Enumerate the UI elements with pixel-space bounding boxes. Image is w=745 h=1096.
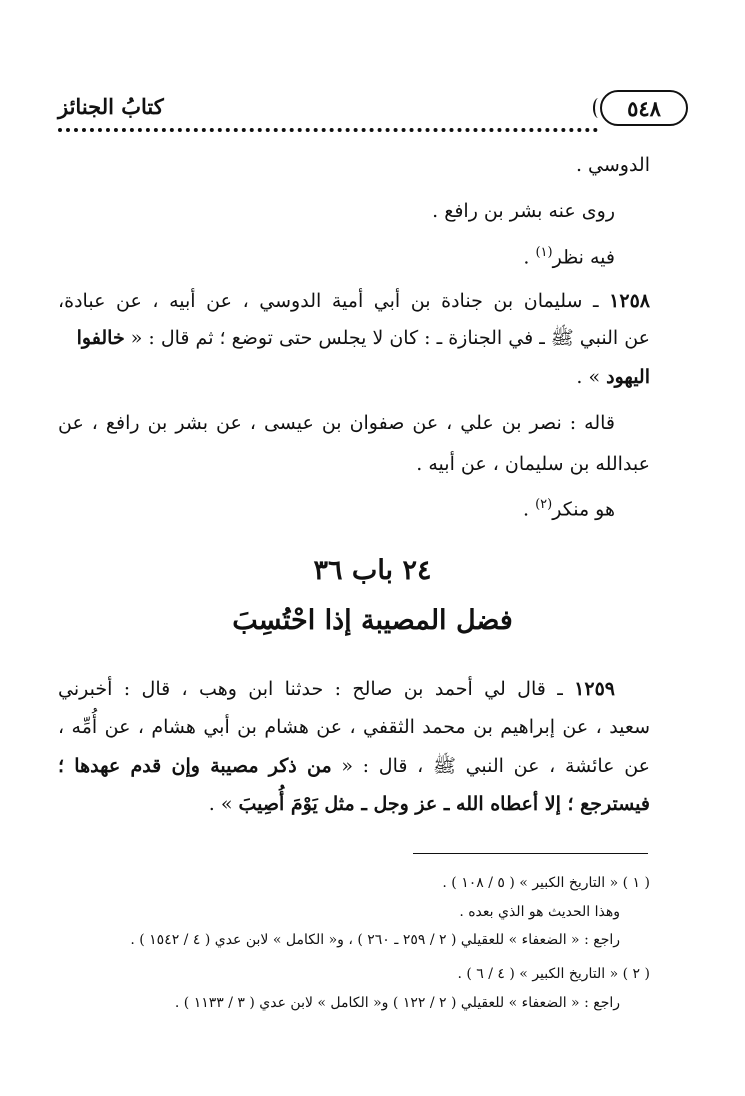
body-text: عن النبي ﷺ ـ في الجنازة ـ : كان لا يجلس حتى توضع ؛ ثم قال : «: [130, 327, 650, 349]
footnote-line: ( ١ ) « التاريخ الكبير » ( ٥ / ١٠٨ ) .: [442, 875, 650, 891]
chapter-heading: ٢٤ باب ٣٦: [313, 555, 432, 586]
footnote-divider: [413, 853, 648, 854]
header-divider: [58, 128, 598, 132]
page-number: ٥٤٨: [600, 90, 688, 126]
hadith-1258-line: [58, 323, 650, 353]
hadith-1259-line: سعيد ، عن إبراهيم بن محمد الثقفي ، عن هشام بن أبي هشام ، عن أُمِّه ،: [58, 716, 650, 738]
book-title: كتابُ الجنائز: [58, 94, 164, 119]
body-text: ـ قال لي أحمد بن صالح : حدثنا ابن وهب ، قال : أخبرني: [58, 678, 575, 700]
hadith-1259-line: [58, 674, 650, 704]
body-line: [58, 490, 615, 524]
hadith-number: ١٢٥٩: [574, 678, 615, 700]
hadith-bold-text: فيسترجع ؛ إلا أعطاه الله ـ عز وجل ـ مثل يَوْمَ أُصِيبَ: [238, 793, 650, 815]
body-text: » .: [208, 793, 239, 815]
body-line: روى عنه بشر بن رافع .: [432, 200, 615, 222]
hadith-1259-line: [58, 751, 650, 781]
hadith-1259-line: [58, 789, 650, 819]
body-line: [58, 238, 615, 272]
body-line: قاله : نصر بن علي ، عن صفوان بن عيسى ، عن بشر بن رافع ، عن: [58, 412, 615, 434]
page-header: [58, 86, 688, 136]
footnote-line: وهذا الحديث هو الذي بعده .: [459, 904, 620, 920]
chapter-title: فضل المصيبة إذا احْتُسِبَ: [232, 605, 513, 636]
footnote-line: راجع : « الضعفاء » للعقيلي ( ٢ / ٢٥٩ ـ ٢٦٠ ) ، و« الكامل » لابن عدي ( ٤ / ١٥٤٢ ) .: [130, 932, 620, 948]
hadith-1258-line: [58, 286, 650, 316]
hadith-number: ١٢٥٨: [609, 290, 650, 312]
footnote-line: راجع : « الضعفاء » للعقيلي ( ٢ / ١٢٢ ) و« الكامل » لابن عدي ( ٣ / ١١٣٣ ) .: [174, 995, 620, 1011]
hadith-1258-line: [58, 362, 650, 392]
hadith-bold-text: خالفوا: [76, 327, 125, 349]
body-text: ـ سليمان بن جنادة بن أبي أمية الدوسي ، عن أبيه ، عن عبادة،: [58, 290, 610, 312]
hadith-bold-text: من ذكر مصيبة وإن قدم عهدها ؛: [58, 755, 332, 777]
body-text: .: [523, 498, 536, 521]
footnote-ref[interactable]: (١): [535, 245, 553, 260]
footnote-ref[interactable]: (٢): [535, 497, 553, 512]
body-text: عن عائشة ، عن النبي ﷺ ، قال : «: [331, 755, 650, 777]
body-text: » .: [576, 366, 601, 388]
body-text: هو منكر: [552, 498, 615, 521]
footnote-line: ( ٢ ) « التاريخ الكبير » ( ٤ / ٦ ) .: [457, 966, 650, 982]
body-line: الدوسي .: [575, 154, 650, 176]
body-text: .: [523, 246, 536, 269]
body-line: عبدالله بن سليمان ، عن أبيه .: [416, 453, 650, 475]
body-text: فيه نظر: [552, 246, 615, 269]
hadith-bold-text: اليهود: [606, 366, 650, 388]
